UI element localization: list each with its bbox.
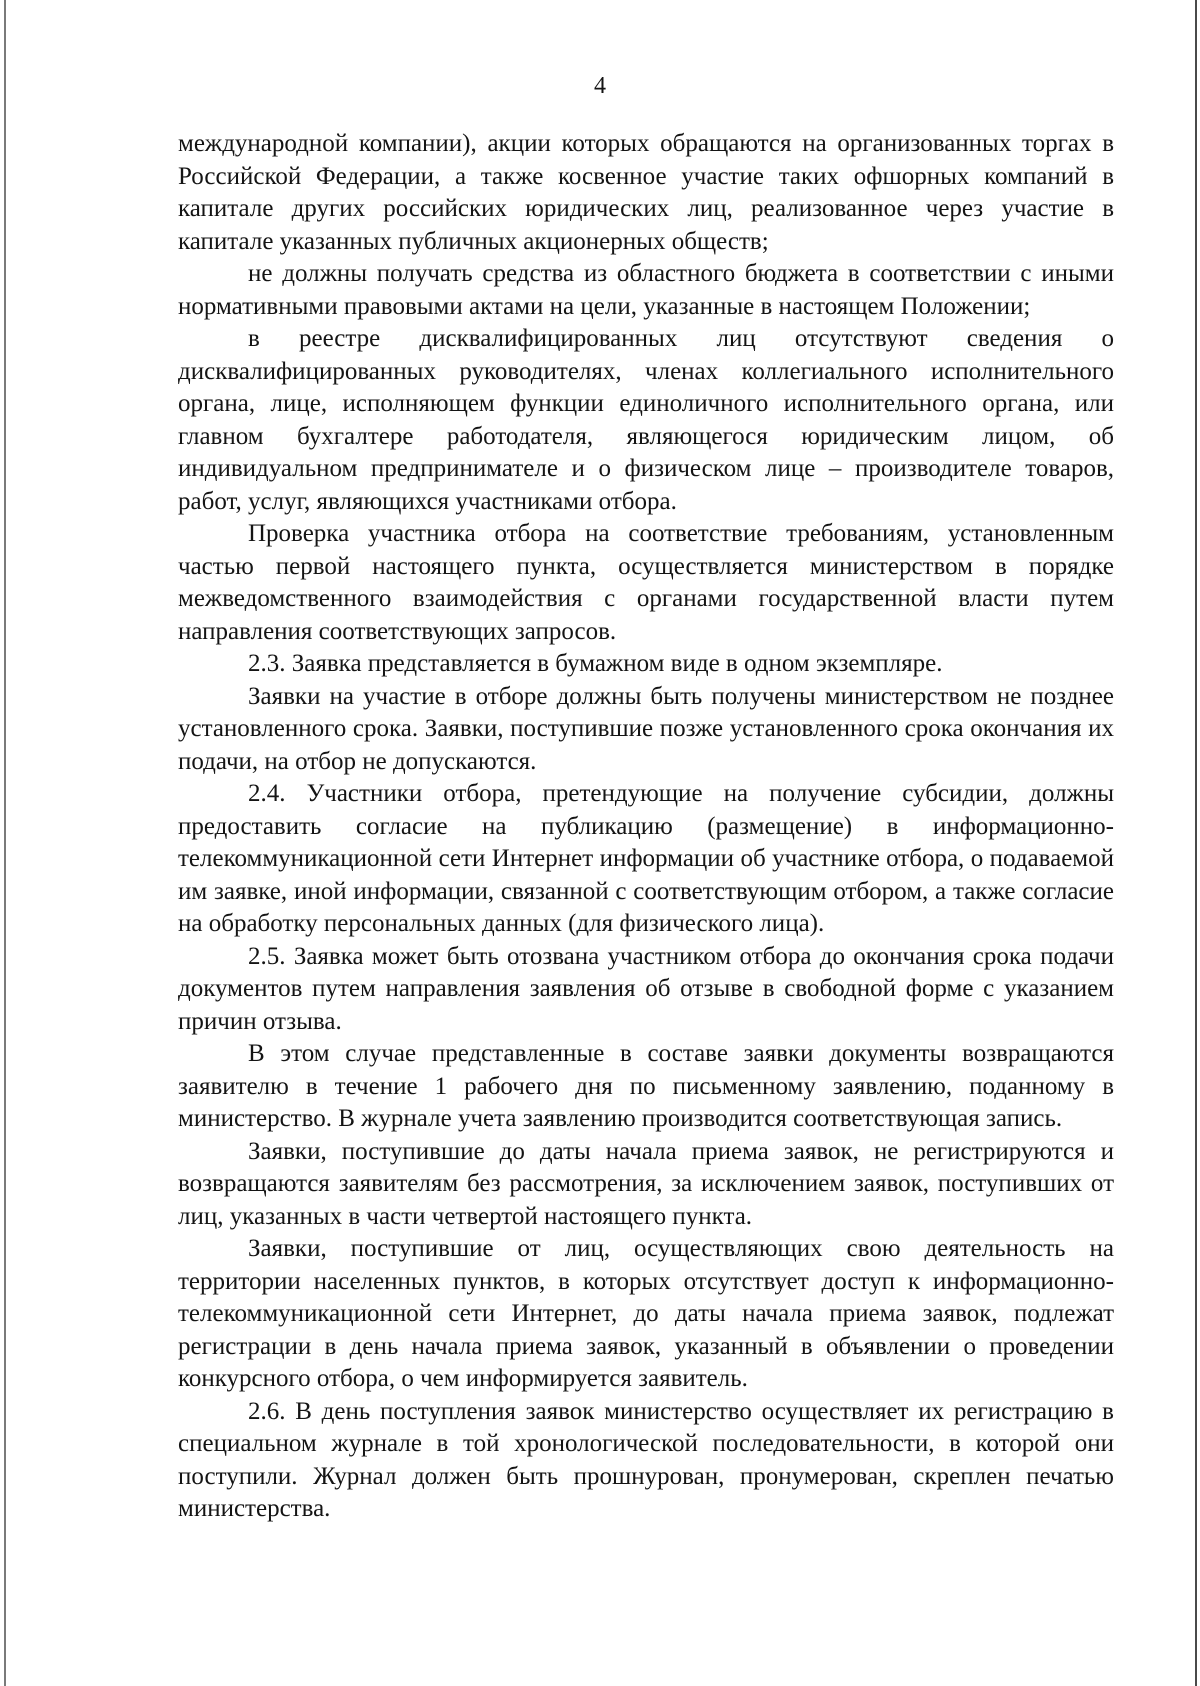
paragraph-participant-check: Проверка участника отбора на соответствие требованиям, установленным частью первой настоящего пункта, осуществляется министерством в порядке межведомственного взаимодействия с органами государственной власти путем направления соответствующих запросов. (178, 520, 1114, 645)
paragraph-2-5: 2.5. Заявка может быть отозвана участником отбора до окончания срока подачи документов путем направления заявления об отзыве в свободной форме с указанием причин отзыва. (178, 942, 1114, 1035)
paragraph-2-6: 2.6. В день поступления заявок министерство осуществляет их регистрацию в специальном журнале в той хронологической последовательности, в которой они поступили. Журнал должен быть прошнурован, пронумерован, скреплен печатью министерства. (178, 1397, 1114, 1522)
paragraph-2-4: 2.4. Участники отбора, претендующие на получение субсидии, должны предоставить согласие на публикацию (размещение) в информационно-телекоммуникационной сети Интернет информации об участнике отбора, о подаваемой им заявке, иной информации, связанной с соответствующим отбором, а также согласие на обработку персональных данных (для физического лица). (178, 780, 1114, 937)
document-body (178, 128, 1114, 1526)
paragraph-early-applications: Заявки, поступившие до даты начала приема заявок, не регистрируются и возвращаются заявителям без рассмотрения, за исключением заявок, поступивших от лиц, указанных в части четвертой настоящего пункта. (178, 1137, 1114, 1230)
paragraph-continuation: международной компании), акции которых обращаются на организованных торгах в Российской Федерации, а также косвенное участие таких офшорных компаний в капитале других российских юридических лиц, реализованное через участие в капитале указанных публичных акционерных обществ; (178, 130, 1114, 255)
paragraph-application-deadline: Заявки на участие в отборе должны быть получены министерством не позднее установленного срока. Заявки, поступившие позже установленного срока окончания их подачи, на отбор не допускаются. (178, 682, 1114, 775)
scan-edge-right (1195, 0, 1197, 1686)
paragraph-disqualified-registry: в реестре дисквалифицированных лиц отсутствуют сведения о дисквалифицированных руководителях, членах коллегиального исполнительного органа, лице, исполняющем функции единоличного исполнительного органа, или главном бухгалтере работодателя, являющегося юридическим лицом, об индивидуальном предпринимателе и о физическом лице – производителе товаров, работ, услуг, являющихся участниками отбора. (178, 325, 1114, 515)
paragraph-budget-funds: не должны получать средства из областного бюджета в соответствии с иными нормативными правовыми актами на цели, указанные в настоящем Положении; (178, 260, 1114, 320)
paragraph-documents-return: В этом случае представленные в составе заявки документы возвращаются заявителю в течение 1 рабочего дня по письменному заявлению, поданному в министерство. В журнале учета заявлению производится соответствующая запись. (178, 1040, 1114, 1132)
paragraph-2-3: 2.3. Заявка представляется в бумажном виде в одном экземпляре. (248, 650, 943, 677)
scan-edge-left (4, 0, 6, 1686)
page-number: 4 (594, 73, 606, 99)
paragraph-no-internet-applicants: Заявки, поступившие от лиц, осуществляющих свою деятельность на территории населенных пунктов, в которых отсутствует доступ к информационно-телекоммуникационной сети Интернет, до даты начала приема заявок, подлежат регистрации в день начала приема заявок, указанный в объявлении о проведении конкурсного отбора, о чем информируется заявитель. (178, 1235, 1114, 1392)
